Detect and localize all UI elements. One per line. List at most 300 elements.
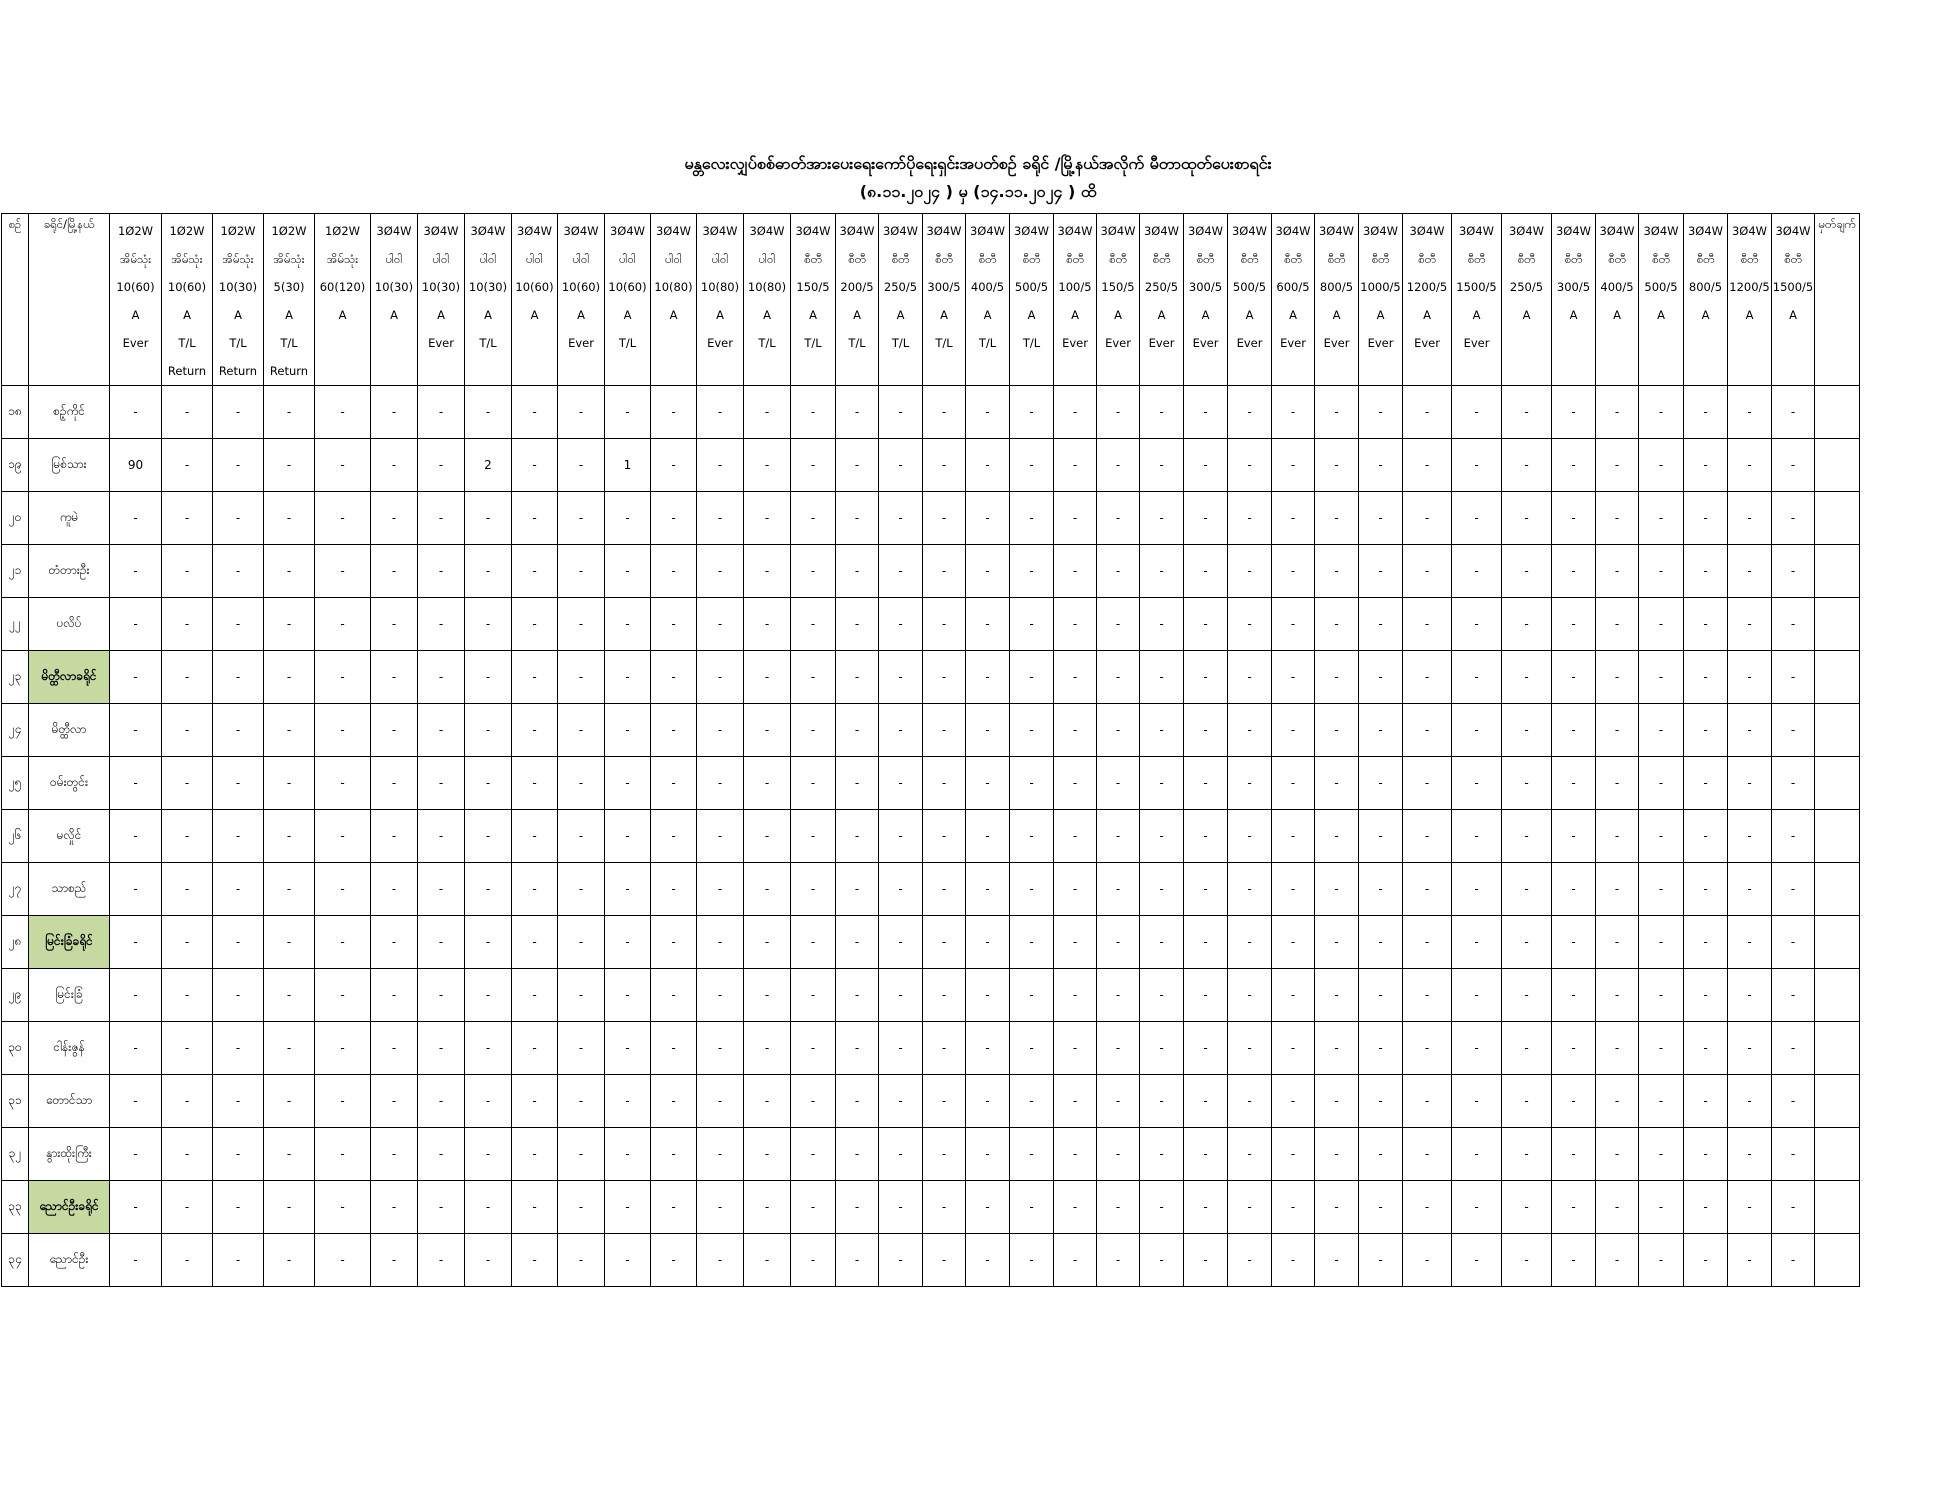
value-cell: - [1097, 704, 1140, 757]
value-cell: - [966, 598, 1010, 651]
value-cell: - [966, 969, 1010, 1022]
value-cell: - [1502, 810, 1552, 863]
header-line [1403, 357, 1451, 385]
value-cell: - [923, 1075, 966, 1128]
value-cell: - [966, 492, 1010, 545]
value-cell: - [371, 1128, 418, 1181]
value-cell: - [1502, 1075, 1552, 1128]
header-line: အိမ်သုံး [119, 252, 152, 266]
header-line: 3Ø4W [470, 224, 506, 238]
value-cell: - [1552, 969, 1596, 1022]
value-cell: - [1596, 1022, 1639, 1075]
header-col-18 [966, 214, 1010, 386]
header-line [744, 357, 790, 385]
value-cell: - [512, 969, 558, 1022]
value-cell: - [744, 1022, 791, 1075]
header-line: 100/5 [1058, 280, 1092, 294]
header-line [605, 357, 650, 385]
value-cell: - [465, 386, 512, 439]
value-cell: - [1272, 1181, 1315, 1234]
header-col-35 [1728, 214, 1772, 386]
value-cell: - [162, 969, 213, 1022]
header-line: 3Ø4W [1100, 224, 1136, 238]
value-cell: - [697, 863, 744, 916]
header-line: T/L [891, 336, 910, 350]
value-cell: - [1596, 916, 1639, 969]
value-cell: - [418, 1075, 465, 1128]
value-cell: - [110, 757, 162, 810]
table-row [2, 1075, 1948, 1128]
value-cell: - [1228, 863, 1272, 916]
table-row [2, 863, 1948, 916]
header-line: 3Ø4W [376, 224, 412, 238]
header-line [1596, 357, 1638, 385]
value-cell: - [1728, 1022, 1772, 1075]
value-cell: - [1315, 757, 1359, 810]
value-cell: - [791, 598, 836, 651]
value-cell: - [1010, 810, 1054, 863]
value-cell: - [879, 492, 923, 545]
value-cell: - [1728, 757, 1772, 810]
value-cell: - [1054, 863, 1097, 916]
value-cell: - [697, 651, 744, 704]
remark-cell [1815, 916, 1860, 969]
value-cell: - [264, 704, 315, 757]
value-cell: - [512, 863, 558, 916]
header-line [1184, 357, 1227, 385]
value-cell: - [966, 1075, 1010, 1128]
remark-cell [1815, 1234, 1860, 1287]
header-line [1502, 357, 1551, 385]
value-cell: - [1772, 651, 1815, 704]
value-cell: - [1452, 1075, 1502, 1128]
value-cell: - [1552, 757, 1596, 810]
value-cell: - [558, 1234, 605, 1287]
value-cell: - [465, 969, 512, 1022]
value-cell: - [162, 492, 213, 545]
value-cell: - [371, 969, 418, 1022]
header-line: 1000/5 [1360, 280, 1401, 294]
value-cell: - [1639, 1075, 1684, 1128]
header-line: 3Ø4W [702, 224, 738, 238]
value-cell: - [744, 1181, 791, 1234]
value-cell: - [465, 1022, 512, 1075]
value-cell: - [791, 1075, 836, 1128]
header-line: 3Ø4W [1409, 224, 1445, 238]
value-cell: - [213, 545, 264, 598]
value-cell: - [1140, 439, 1184, 492]
value-cell: - [1359, 545, 1403, 598]
value-cell: - [923, 757, 966, 810]
value-cell: - [512, 704, 558, 757]
value-cell: - [162, 386, 213, 439]
value-cell: - [1596, 969, 1639, 1022]
value-cell: - [791, 386, 836, 439]
header-line [315, 357, 370, 385]
value-cell: - [836, 704, 879, 757]
value-cell: - [465, 492, 512, 545]
value-cell: - [923, 1181, 966, 1234]
value-cell: - [1596, 492, 1639, 545]
value-cell: - [371, 492, 418, 545]
value-cell: - [1772, 704, 1815, 757]
value-cell: - [1184, 651, 1228, 704]
value-cell: - [1315, 1022, 1359, 1075]
header-col-36 [1772, 214, 1815, 386]
table-row [2, 810, 1948, 863]
header-line: 3Ø4W [969, 224, 1006, 238]
header-line: 10(30) [218, 280, 258, 294]
value-cell: - [465, 598, 512, 651]
value-cell: - [512, 1181, 558, 1234]
value-cell: - [465, 545, 512, 598]
value-cell: - [1097, 1022, 1140, 1075]
header-line [315, 329, 370, 357]
header-line: T/L [479, 336, 497, 350]
value-cell: - [744, 969, 791, 1022]
header-line: 10(80) [747, 280, 787, 294]
value-cell: - [1552, 1181, 1596, 1234]
value-cell: - [1728, 916, 1772, 969]
value-cell: - [1097, 916, 1140, 969]
township-name: တံတားဦး [29, 545, 110, 598]
value-cell: - [558, 386, 605, 439]
value-cell: - [213, 1234, 264, 1287]
value-cell: - [605, 916, 651, 969]
header-line: 3Ø4W [1775, 224, 1811, 238]
header-line: 1Ø2W [169, 224, 205, 238]
value-cell: - [213, 863, 264, 916]
value-cell: - [744, 1234, 791, 1287]
header-line: Return [269, 364, 309, 378]
value-cell: - [1228, 651, 1272, 704]
header-line [1010, 357, 1053, 385]
value-cell: - [605, 651, 651, 704]
value-cell: - [110, 1181, 162, 1234]
header-line: 400/5 [970, 280, 1005, 294]
value-cell: - [651, 757, 697, 810]
value-cell: - [791, 810, 836, 863]
header-line [1359, 357, 1402, 385]
value-cell: - [1315, 545, 1359, 598]
value-cell: - [264, 757, 315, 810]
header-line [1639, 357, 1683, 385]
header-line: စီတီ [804, 252, 822, 266]
value-cell: - [1315, 1075, 1359, 1128]
header-line [923, 357, 965, 385]
header-line: Ever [1062, 336, 1088, 350]
value-cell: - [1452, 704, 1502, 757]
value-cell: - [418, 598, 465, 651]
value-cell: - [1359, 704, 1403, 757]
value-cell: - [465, 651, 512, 704]
header-line: A [940, 308, 948, 322]
value-cell: - [1272, 704, 1315, 757]
value-cell: - [605, 1234, 651, 1287]
value-cell: - [791, 1234, 836, 1287]
header-line: 10(80) [700, 280, 740, 294]
value-cell: - [1097, 757, 1140, 810]
value-cell: - [1272, 1022, 1315, 1075]
header-line [1684, 329, 1727, 357]
township-name: ငါန်းဇွန် [29, 1022, 110, 1075]
value-cell: - [1502, 1234, 1552, 1287]
value-cell: - [110, 969, 162, 1022]
value-cell: - [1452, 1022, 1502, 1075]
value-cell: - [264, 1022, 315, 1075]
header-line: 3Ø4W [1318, 224, 1355, 238]
header-line: 1Ø2W [324, 224, 361, 238]
value-cell: - [605, 704, 651, 757]
value-cell: - [879, 969, 923, 1022]
header-line [1596, 329, 1638, 357]
value-cell: - [1054, 1075, 1097, 1128]
value-cell: - [697, 969, 744, 1022]
value-cell: - [558, 651, 605, 704]
header-line: အိမ်သုံး [326, 252, 359, 266]
value-cell: - [1403, 439, 1452, 492]
header-line: Ever [568, 336, 594, 350]
township-name: ညောင်ဦး [29, 1234, 110, 1287]
value-cell: - [213, 598, 264, 651]
value-cell: - [1403, 651, 1452, 704]
value-cell: - [1315, 1181, 1359, 1234]
header-line: A [484, 308, 492, 322]
value-cell: - [213, 916, 264, 969]
value-cell: - [1140, 492, 1184, 545]
value-cell: - [923, 545, 966, 598]
value-cell: - [1184, 1128, 1228, 1181]
value-cell: - [1772, 1128, 1815, 1181]
value-cell: - [1228, 492, 1272, 545]
value-cell: - [1684, 439, 1728, 492]
value-cell: - [1552, 492, 1596, 545]
header-line: 150/5 [796, 280, 830, 294]
value-cell: - [836, 1181, 879, 1234]
value-cell: - [1010, 1181, 1054, 1234]
value-cell: - [966, 386, 1010, 439]
value-cell: - [1010, 492, 1054, 545]
value-cell: - [558, 545, 605, 598]
value-cell: - [465, 863, 512, 916]
header-line: A [1332, 308, 1341, 322]
value-cell: - [418, 545, 465, 598]
value-cell: - [512, 492, 558, 545]
value-cell: - [1054, 916, 1097, 969]
value-cell: - [1403, 545, 1452, 598]
header-line: T/L [618, 336, 637, 350]
header-col-12 [697, 214, 744, 386]
value-cell: - [1184, 757, 1228, 810]
value-cell: - [1452, 386, 1502, 439]
value-cell: - [371, 386, 418, 439]
header-line: စီတီ [1517, 252, 1536, 266]
table-row [2, 757, 1948, 810]
value-cell: - [923, 386, 966, 439]
value-cell: - [1184, 545, 1228, 598]
header-line: A [577, 308, 585, 322]
header-line: ပါဝါ [619, 252, 636, 266]
value-cell: - [418, 863, 465, 916]
value-cell: - [651, 969, 697, 1022]
header-line: T/L [280, 336, 298, 350]
value-cell: - [1359, 598, 1403, 651]
value-cell: - [966, 1234, 1010, 1287]
value-cell: - [1502, 1181, 1552, 1234]
value-cell: - [1010, 1075, 1054, 1128]
header-line: Ever [1236, 336, 1263, 350]
value-cell: - [1315, 598, 1359, 651]
title-block [0, 150, 1956, 206]
value-cell: - [1596, 1234, 1639, 1287]
header-line: 10(60) [515, 280, 554, 294]
value-cell: - [1184, 1022, 1228, 1075]
row-number: ၁၈ [2, 386, 29, 439]
value-cell: - [1728, 492, 1772, 545]
header-line: စီတီ [1066, 252, 1084, 266]
value-cell: - [1054, 1181, 1097, 1234]
value-cell: - [1403, 1022, 1452, 1075]
value-cell: - [836, 492, 879, 545]
header-line: A [1376, 308, 1385, 322]
header-line: 3Ø4W [1458, 224, 1495, 238]
header-col-23 [1184, 214, 1228, 386]
header-line: 3Ø4W [1057, 224, 1093, 238]
value-cell: - [558, 757, 605, 810]
value-cell: - [879, 916, 923, 969]
value-cell: - [465, 810, 512, 863]
value-cell: - [110, 651, 162, 704]
header-line: A [1472, 308, 1481, 322]
header-line: Ever [1280, 336, 1306, 350]
value-cell: - [1684, 1022, 1728, 1075]
header-line: စီတီ [978, 252, 997, 266]
value-cell: - [879, 386, 923, 439]
value-cell: - [110, 1128, 162, 1181]
value-cell: - [465, 1234, 512, 1287]
table-header [2, 214, 1948, 386]
value-cell: - [966, 916, 1010, 969]
value-cell: - [744, 1128, 791, 1181]
value-cell: - [1452, 492, 1502, 545]
value-cell: - [651, 916, 697, 969]
header-line: A [1522, 308, 1531, 322]
header-line: 10(60) [167, 280, 207, 294]
value-cell: - [1359, 810, 1403, 863]
remark-cell [1815, 545, 1860, 598]
value-cell: - [1140, 704, 1184, 757]
value-cell: - [162, 1181, 213, 1234]
header-col-5 [371, 214, 418, 386]
value-cell: - [1140, 1075, 1184, 1128]
header-line: A [669, 308, 678, 322]
header-line: A [390, 308, 398, 322]
value-cell: - [791, 1022, 836, 1075]
header-no: စဉ် [2, 214, 29, 386]
header-line: 500/5 [1232, 280, 1267, 294]
value-cell: - [1010, 863, 1054, 916]
table-body [2, 386, 1948, 1287]
value-cell: - [1452, 757, 1502, 810]
header-remark: မှတ်ချက် [1815, 214, 1860, 386]
value-cell: - [605, 386, 651, 439]
value-cell: - [418, 1181, 465, 1234]
value-cell: - [512, 1022, 558, 1075]
value-cell: - [512, 651, 558, 704]
header-col-22 [1140, 214, 1184, 386]
header-line: Ever [1463, 336, 1490, 350]
header-col-26 [1315, 214, 1359, 386]
value-cell: - [1359, 492, 1403, 545]
value-cell: - [1228, 545, 1272, 598]
value-cell: - [1596, 651, 1639, 704]
value-cell: - [1552, 545, 1596, 598]
value-cell: - [1502, 1022, 1552, 1075]
value-cell: - [1684, 704, 1728, 757]
township-name: တောင်သာ [29, 1075, 110, 1128]
header-line: 300/5 [1556, 280, 1591, 294]
header-line: စီတီ [1152, 252, 1171, 266]
value-cell: - [1097, 439, 1140, 492]
value-cell: - [213, 969, 264, 1022]
value-cell: - [1596, 863, 1639, 916]
value-cell: - [264, 598, 315, 651]
value-cell: - [315, 386, 371, 439]
value-cell: - [558, 1075, 605, 1128]
value-cell: - [418, 916, 465, 969]
value-cell: - [315, 969, 371, 1022]
table-row [2, 545, 1948, 598]
value-cell: - [1552, 863, 1596, 916]
value-cell: - [512, 439, 558, 492]
value-cell: - [744, 598, 791, 651]
value-cell: - [162, 1128, 213, 1181]
value-cell: - [879, 651, 923, 704]
value-cell: - [1097, 492, 1140, 545]
header-line: 10(60) [608, 280, 647, 294]
value-cell: - [879, 1234, 923, 1287]
value-cell: - [1728, 1181, 1772, 1234]
district-name: မိတ္ထီလာခရိုင် [29, 651, 110, 704]
value-cell: - [110, 810, 162, 863]
header-line: T/L [178, 336, 196, 350]
value-cell: - [1054, 545, 1097, 598]
value-cell: - [1596, 598, 1639, 651]
value-cell: - [744, 439, 791, 492]
header-line: A [1071, 308, 1079, 322]
value-cell: - [1010, 1234, 1054, 1287]
header-line: Return [167, 364, 207, 378]
header-line [1272, 357, 1314, 385]
value-cell: - [110, 386, 162, 439]
header-col-16 [879, 214, 923, 386]
header-line: 3Ø4W [516, 224, 553, 238]
value-cell: - [1272, 916, 1315, 969]
value-cell: - [697, 439, 744, 492]
value-cell: - [879, 598, 923, 651]
value-cell: - [1140, 1022, 1184, 1075]
header-line: 3Ø4W [1687, 224, 1724, 238]
table-row [2, 1128, 1948, 1181]
value-cell: - [1184, 492, 1228, 545]
value-cell: - [744, 916, 791, 969]
value-cell: - [605, 1022, 651, 1075]
header-line: Ever [1367, 336, 1394, 350]
header-line: 300/5 [927, 280, 961, 294]
township-name: စဉ့်ကိုင် [29, 386, 110, 439]
value-cell: - [1315, 969, 1359, 1022]
header-line: A [530, 308, 539, 322]
